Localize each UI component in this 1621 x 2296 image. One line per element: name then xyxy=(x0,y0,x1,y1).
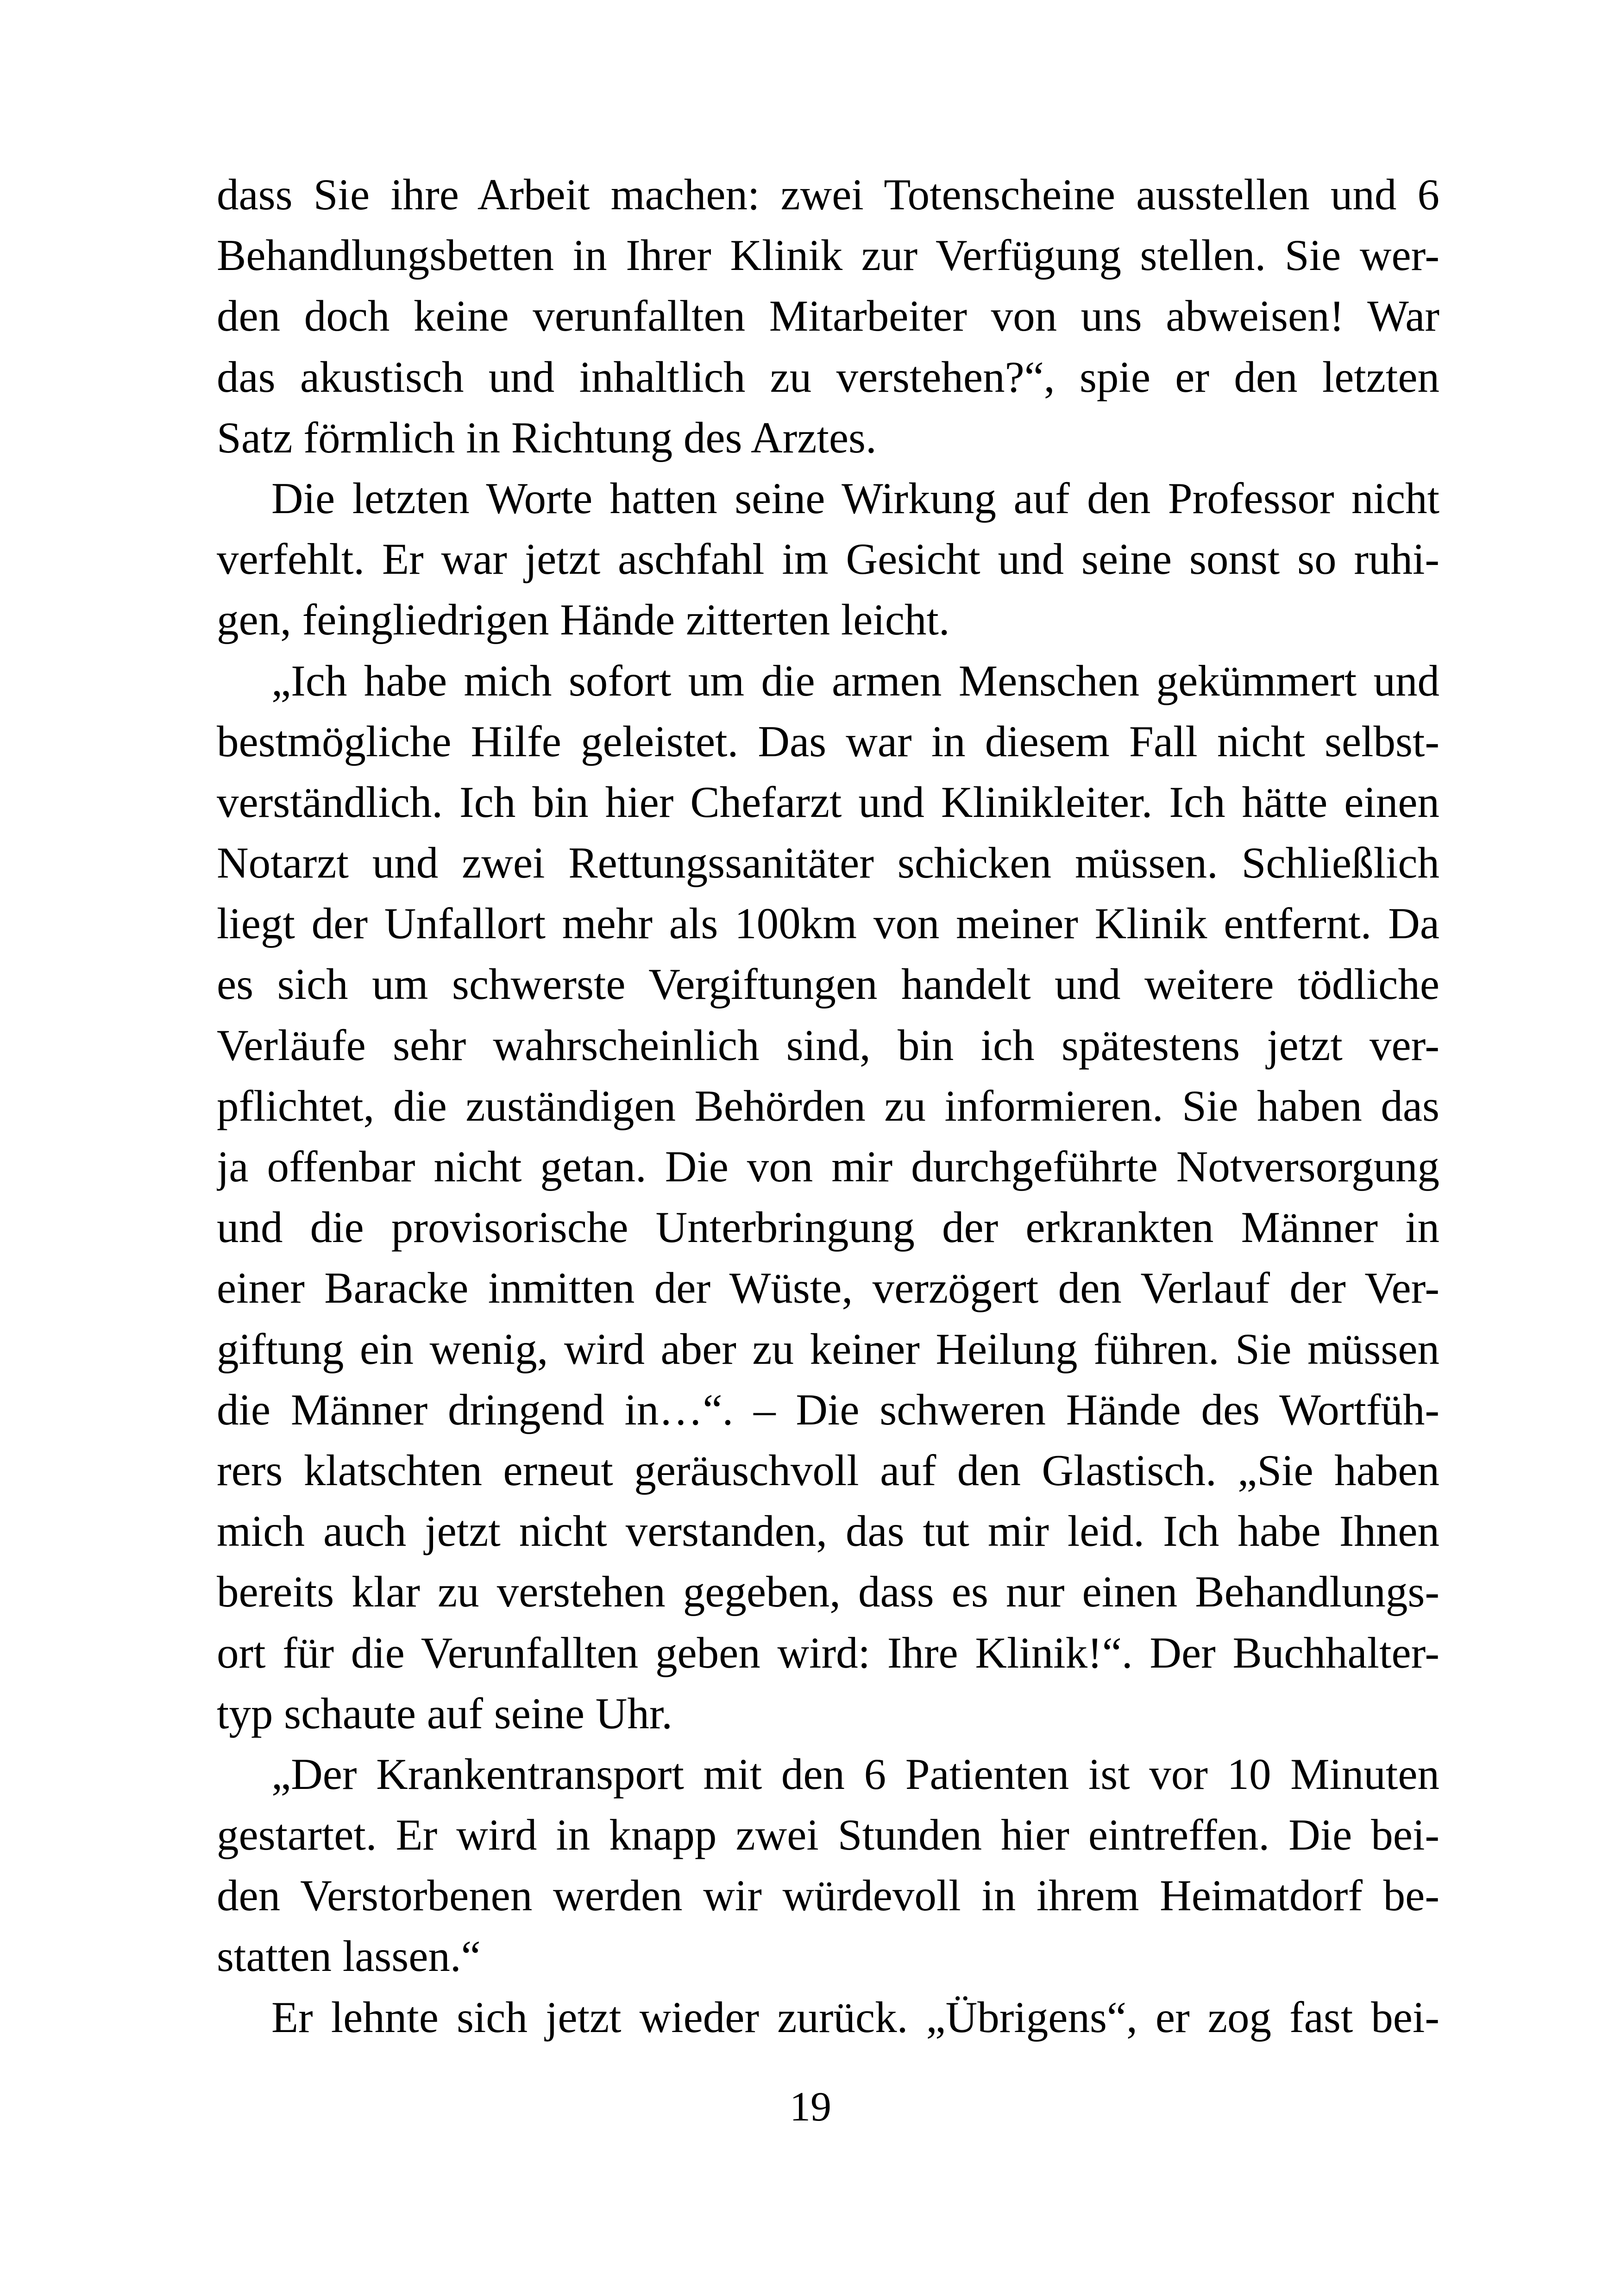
text-line: das akustisch und inhaltlich zu verstehen?“, spie er den letzten xyxy=(217,352,1439,401)
text-line: bestmögliche Hilfe geleistet. Das war in diesem Fall nicht selbst- xyxy=(217,716,1439,766)
text-line: verfehlt. Er war jetzt aschfahl im Gesicht und seine sonst so ruhi- xyxy=(217,534,1439,584)
text-line: ja offenbar nicht getan. Die von mir durchgeführte Notversorgung xyxy=(217,1142,1439,1191)
text-line: dass Sie ihre Arbeit machen: zwei Totenscheine ausstellen und 6 xyxy=(217,170,1439,219)
text-line: pflichtet, die zuständigen Behörden zu informieren. Sie haben das xyxy=(217,1081,1439,1130)
text-line: rers klatschten erneut geräuschvoll auf den Glastisch. „Sie haben xyxy=(217,1445,1439,1495)
text-line: einer Baracke inmitten der Wüste, verzögert den Verlauf der Ver- xyxy=(217,1263,1439,1313)
text-line: mich auch jetzt nicht verstanden, das tut mir leid. Ich habe Ihnen xyxy=(217,1506,1439,1556)
text-line: statten lassen.“ xyxy=(217,1932,481,1981)
text-line: ort für die Verunfallten geben wird: Ihre Klinik!“. Der Buchhalter- xyxy=(217,1628,1439,1677)
text-line: gen, feingliedrigen Hände zitterten leicht. xyxy=(217,595,950,645)
text-line: Die letzten Worte hatten seine Wirkung auf den Professor nicht xyxy=(271,473,1439,523)
text-line: bereits klar zu verstehen gegeben, dass es nur einen Behandlungs- xyxy=(217,1567,1439,1617)
text-line: Verläufe sehr wahrscheinlich sind, bin ich spätestens jetzt ver- xyxy=(217,1020,1439,1070)
text-line: Satz förmlich in Richtung des Arztes. xyxy=(217,413,877,462)
text-line: verständlich. Ich bin hier Chefarzt und Klinikleiter. Ich hätte einen xyxy=(217,777,1439,827)
text-line: und die provisorische Unterbringung der erkrankten Männer in xyxy=(217,1203,1439,1252)
text-line: es sich um schwerste Vergiftungen handelt und weitere tödliche xyxy=(217,960,1439,1009)
page-number: 19 xyxy=(790,2084,831,2130)
text-line: „Der Krankentransport mit den 6 Patienten ist vor 10 Minuten xyxy=(271,1749,1439,1799)
text-line: den Verstorbenen werden wir würdevoll in ihrem Heimatdorf be- xyxy=(217,1871,1439,1920)
text-line: typ schaute auf seine Uhr. xyxy=(217,1688,673,1738)
text-line: Er lehnte sich jetzt wieder zurück. „Übrigens“, er zog fast bei- xyxy=(271,1992,1439,2042)
text-line: den doch keine verunfallten Mitarbeiter von uns abweisen! War xyxy=(217,291,1439,341)
text-line: Notarzt und zwei Rettungssanitäter schicken müssen. Schließlich xyxy=(217,838,1439,888)
text-line: die Männer dringend in…“. – Die schweren Hände des Wortfüh- xyxy=(217,1385,1439,1434)
body-text xyxy=(217,164,1439,2048)
text-line: liegt der Unfallort mehr als 100km von meiner Klinik entfernt. Da xyxy=(217,899,1439,948)
text-line: giftung ein wenig, wird aber zu keiner Heilung führen. Sie müssen xyxy=(217,1324,1439,1374)
text-line: gestartet. Er wird in knapp zwei Stunden hier eintreffen. Die bei- xyxy=(217,1810,1439,1860)
text-line: „Ich habe mich sofort um die armen Menschen gekümmert und xyxy=(271,656,1439,705)
text-line: Behandlungsbetten in Ihrer Klinik zur Verfügung stellen. Sie wer- xyxy=(217,231,1439,280)
